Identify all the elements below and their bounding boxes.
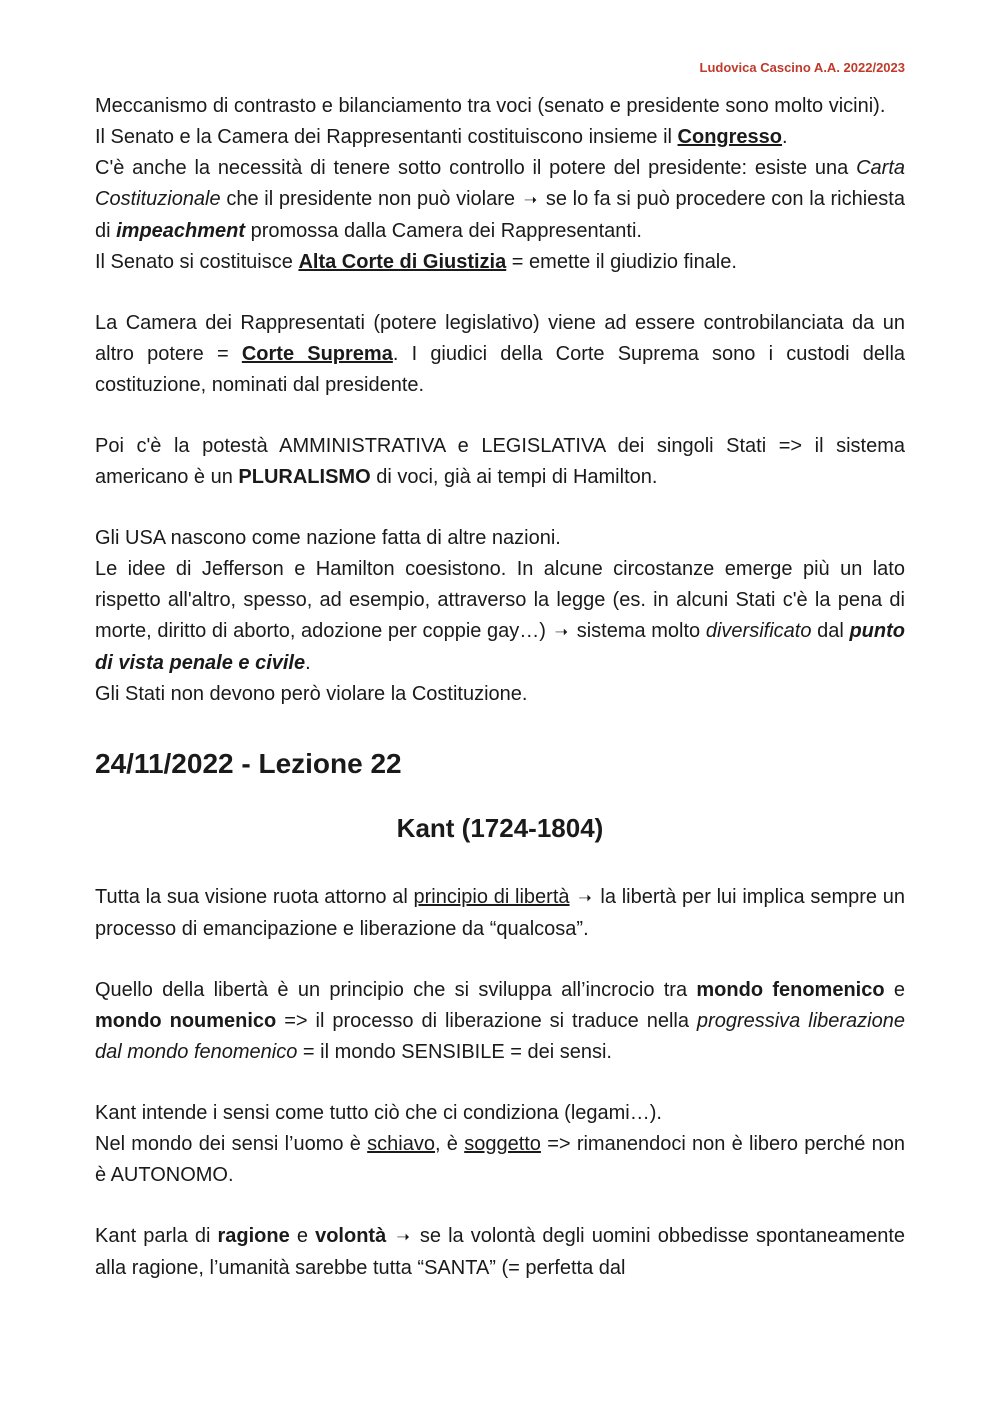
text-span: Quello della libertà è un principio che si sviluppa all’incrocio tra (95, 979, 697, 1001)
document-page (95, 0, 905, 1415)
text-span: => il processo di liberazione si traduce nella (276, 1010, 697, 1032)
text-span: Nel mondo dei sensi l’uomo è (95, 1133, 368, 1155)
term-penale-civile: punto di vista penale e civile (95, 620, 905, 674)
term-alta-corte: Alta Corte di Giustizia (298, 251, 507, 273)
text-span: Gli USA nascono come nazione fatta di altre nazioni. (95, 527, 561, 549)
text-span: La Camera dei Rappresentati (potere legislativo) viene ad essere controbilanciata da un altro potere = (95, 312, 905, 365)
text-span: , è (434, 1133, 465, 1155)
author-header: Ludovica Cascino A.A. 2022/2023 (699, 60, 905, 75)
text-span: se la volontà degli uomini obbedisse spontaneamente alla ragione, l’umanità sarebbe tutta “SANTA” (= perfetta dal (95, 1225, 905, 1279)
paragraph-kant-ragione (95, 1221, 905, 1284)
paragraph-gap (95, 401, 905, 431)
text-span: . I giudici della Corte Suprema sono i custodi della costituzione, nominati dal presidente. (95, 343, 906, 396)
document-body (95, 91, 905, 1284)
paragraph-gap (95, 278, 905, 308)
text-span: => rimanendoci non è libero perché non è AUTONOMO. (95, 1133, 906, 1186)
arrow-icon: ➝ (554, 624, 569, 641)
term-principio-liberta: principio di libertà (413, 886, 570, 908)
text-span: Kant intende i sensi come tutto ciò che ci condiziona (legami…). (95, 1102, 662, 1124)
paragraph-gap (95, 1191, 905, 1221)
arrow-icon: ➝ (578, 890, 592, 907)
term-diversificato: diversificato (705, 620, 812, 642)
paragraph-pluralismo (95, 431, 905, 493)
term-impeachment: impeachment (116, 220, 246, 242)
paragraph-usa (95, 523, 905, 710)
term-progressiva-liberazione: progressiva liberazione dal mondo fenomenico (95, 1010, 905, 1063)
term-ragione: ragione (217, 1225, 290, 1247)
text-span: Il Senato si costituisce (95, 251, 299, 273)
text-span: Il Senato e la Camera dei Rappresentanti costituiscono insieme il (95, 126, 678, 148)
term-corte-suprema: Corte Suprema (241, 343, 393, 365)
paragraph-checks-balances (95, 91, 905, 278)
text-span: Poi c'è la potestà AMMINISTRATIVA e LEGISLATIVA dei singoli Stati => il sistema americano è un (95, 435, 905, 488)
topic-title: Kant (1724-1804) (396, 813, 604, 843)
paragraph-kant-liberta (95, 882, 905, 945)
text-span: . (782, 126, 788, 148)
text-span: promossa dalla Camera dei Rappresentanti. (245, 220, 642, 242)
term-pluralismo: PLURALISMO (238, 466, 371, 488)
text-span: Le idee di Jefferson e Hamilton coesistono. In alcune circostanze emerge più un lato rispetto all'altro, spesso, ad esempio, attraverso la legge (es. in alcuni Stati c'è la pena di morte, diritto di aborto, adozione per coppie gay…) (95, 558, 905, 642)
text-span: Kant parla di (95, 1225, 218, 1247)
term-mondo-noumenico: mondo noumenico (95, 1010, 277, 1032)
text-span: se lo fa si può procedere con la richiesta di (95, 188, 905, 242)
paragraph-gap (95, 1068, 905, 1098)
paragraph-gap (95, 945, 905, 975)
text-span: Meccanismo di contrasto e bilanciamento tra voci (senato e presidente sono molto vicini). (95, 95, 886, 117)
term-mondo-fenomenico: mondo fenomenico (696, 979, 885, 1001)
paragraph-kant-sensi (95, 1098, 905, 1191)
text-span: e (884, 979, 905, 1001)
text-span: sistema molto (571, 620, 706, 642)
term-carta-costituzionale: Carta Costituzionale (95, 157, 905, 210)
text-span: Gli Stati non devono però violare la Costituzione. (95, 683, 528, 705)
term-schiavo: schiavo (367, 1133, 435, 1155)
text-span: Tutta la sua visione ruota attorno al (95, 886, 414, 908)
text-span: e (289, 1225, 316, 1247)
lesson-title: 24/11/2022 - Lezione 22 (95, 748, 402, 779)
paragraph-gap (95, 493, 905, 523)
text-span: = il mondo SENSIBILE = dei sensi. (297, 1041, 612, 1063)
text-span: = emette il giudizio finale. (506, 251, 737, 273)
text-span: di voci, già ai tempi di Hamilton. (370, 466, 658, 488)
term-congresso: Congresso (677, 126, 782, 148)
text-span: dal (811, 620, 850, 642)
arrow-icon: ➝ (396, 1229, 410, 1246)
paragraph-corte-suprema (95, 308, 905, 401)
text-span: che il presidente non può violare (220, 188, 521, 210)
paragraph-kant-mondi (95, 975, 905, 1068)
term-volonta: volontà (315, 1225, 387, 1247)
term-soggetto: soggetto (464, 1133, 541, 1155)
text-span: la libertà per lui implica sempre un processo di emancipazione e liberazione da “qualcosa”. (95, 886, 906, 940)
arrow-icon: ➝ (523, 192, 538, 209)
paragraph-gap (95, 848, 905, 882)
text-span: C'è anche la necessità di tenere sotto controllo il potere del presidente: esiste una (95, 157, 857, 179)
text-span: . (305, 652, 311, 674)
